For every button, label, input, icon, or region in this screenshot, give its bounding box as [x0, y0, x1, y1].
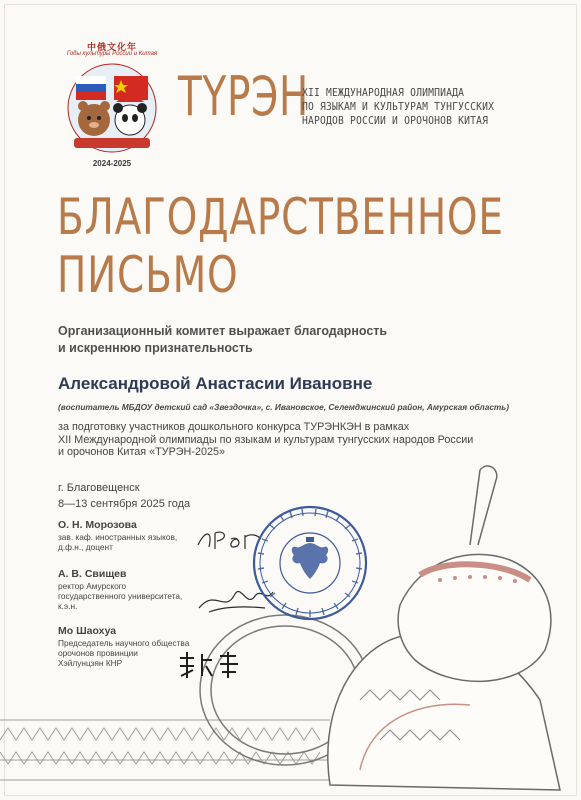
heading-line-2: ПИСЬМО	[57, 246, 239, 304]
signer-title: государственного университета,	[58, 591, 183, 601]
award-description	[58, 421, 528, 459]
signer-title: орочонов провинции	[58, 648, 138, 658]
signer-block	[58, 520, 177, 552]
signer-title: ректор Амурского	[58, 581, 127, 591]
signer-title: к.э.н.	[58, 601, 78, 611]
signer-block	[58, 626, 189, 668]
description-line-2: XII Международной олимпиады по языкам и культурам тунгусских народов России	[58, 433, 474, 446]
signer-title: Председатель научного общества	[58, 638, 190, 648]
ornament-band	[0, 720, 330, 780]
recipient-position: (воспитатель МБДОУ детский сад «Звездочка», с. Ивановское, Селемджинский район, Амурская область)	[58, 402, 510, 412]
description-line-1: за подготовку участников дошкольного конкурса ТУРЭНКЭН в рамках	[58, 421, 410, 433]
logo-chinese-text: 中俄文化年	[86, 42, 137, 52]
description-line-3: и орочонов Китая «ТУРЭН-2025»	[58, 446, 225, 458]
signer-title: Хэйлунцзян КНР	[58, 658, 123, 668]
olympiad-title-line: НАРОДОВ РОССИИ И ОРОЧОНОВ КИТАЯ	[302, 114, 489, 127]
gratitude-text	[58, 323, 478, 357]
signer-block	[58, 569, 182, 611]
document-heading	[57, 188, 504, 304]
gratitude-line-1: Организационный комитет выражает благодарность	[58, 324, 388, 338]
official-seal-icon	[250, 503, 370, 623]
event-dates: 8—13 сентября 2025 года	[58, 498, 191, 510]
event-logo	[58, 40, 166, 168]
signature-mo-shaohua	[176, 650, 246, 682]
olympiad-title	[302, 86, 513, 128]
signer-name: Мо Шаохуа	[58, 625, 117, 637]
heading-line-1: БЛАГОДАРСТВЕННОЕ	[57, 188, 504, 246]
gratitude-line-2: и искреннюю признательность	[58, 341, 253, 355]
signer-name: О. Н. Морозова	[58, 519, 137, 531]
olympiad-title-line: XII МЕЖДУНАРОДНАЯ ОЛИМПИАДА	[302, 86, 465, 99]
brand-title: ТҮРЭН	[178, 65, 309, 128]
logo-subtitle: Годы культуры России и Китая	[66, 51, 158, 57]
city: г. Благовещенск	[58, 482, 140, 494]
olympiad-title-line: ПО ЯЗЫКАМ И КУЛЬТУРАМ ТУНГУССКИХ	[302, 100, 495, 113]
signer-title: зав. каф. иностранных языков,	[58, 532, 178, 542]
signer-name: А. В. Свищев	[58, 568, 127, 580]
logo-years: 2024-2025	[92, 159, 132, 168]
signer-title: д.ф.н., доцент	[58, 542, 113, 552]
recipient-name: Александровой Анастасии Ивановне	[58, 374, 373, 393]
logo-emblem-icon	[58, 58, 166, 158]
